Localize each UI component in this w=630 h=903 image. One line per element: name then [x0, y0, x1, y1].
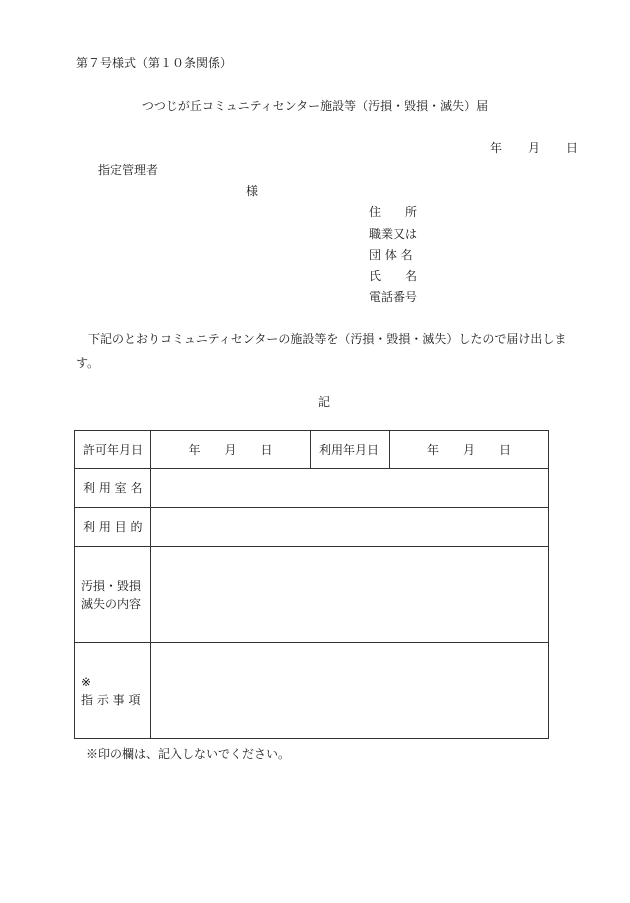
use-date-label: 利用年月日 [311, 431, 390, 469]
instructions-label-text: 指 示 事 項 [81, 692, 141, 707]
instructions-field[interactable] [151, 643, 549, 739]
instructions-mark: ※ [81, 674, 92, 689]
recipient-name: 指定管理者 [98, 163, 159, 177]
detail-table [74, 430, 549, 739]
date-line [490, 141, 578, 155]
table-row-instructions [75, 643, 549, 739]
purpose-field[interactable] [151, 508, 549, 547]
table-row-dates [75, 431, 549, 469]
date-month: 月 [528, 141, 541, 155]
recipient-honorific: 様 [246, 184, 259, 198]
room-field[interactable] [151, 469, 549, 508]
damage-label-line1: 汚損・毀損 [81, 578, 142, 593]
damage-label [75, 547, 151, 643]
purpose-label: 利 用 目 的 [75, 508, 151, 547]
applicant-occupation-label-line1: 職業又は [369, 227, 418, 241]
use-date-field[interactable]: 年 月 日 [390, 431, 549, 469]
applicant-name-label: 氏 名 [369, 269, 418, 283]
permit-date-field[interactable]: 年 月 日 [151, 431, 311, 469]
damage-label-line2: 滅失の内容 [81, 596, 142, 611]
date-year: 年 [490, 141, 503, 155]
applicant-occupation-label-line2: 団 体 名 [369, 248, 413, 262]
footnote: ※印の欄は、記入しないでください。 [86, 747, 291, 761]
body-text-content: 下記のとおりコミュニティセンターの施設等を（汚損・毀損・滅失）したので届け出します。 [76, 332, 567, 370]
instructions-label [75, 643, 151, 739]
table-row-purpose [75, 508, 549, 547]
applicant-address-label: 住 所 [369, 205, 418, 219]
permit-date-label: 許可年月日 [75, 431, 151, 469]
document-title: つつじが丘コミュニティセンター施設等（汚損・毀損・滅失）届 [141, 99, 489, 113]
date-day: 日 [566, 141, 579, 155]
damage-field[interactable] [151, 547, 549, 643]
body-text [76, 327, 580, 375]
ki-heading: 記 [317, 395, 330, 409]
table-row-room [75, 469, 549, 508]
table-row-damage [75, 547, 549, 643]
room-label: 利 用 室 名 [75, 469, 151, 508]
applicant-phone-label: 電話番号 [369, 290, 418, 304]
form-number: 第７号様式（第１０条関係） [76, 56, 233, 70]
